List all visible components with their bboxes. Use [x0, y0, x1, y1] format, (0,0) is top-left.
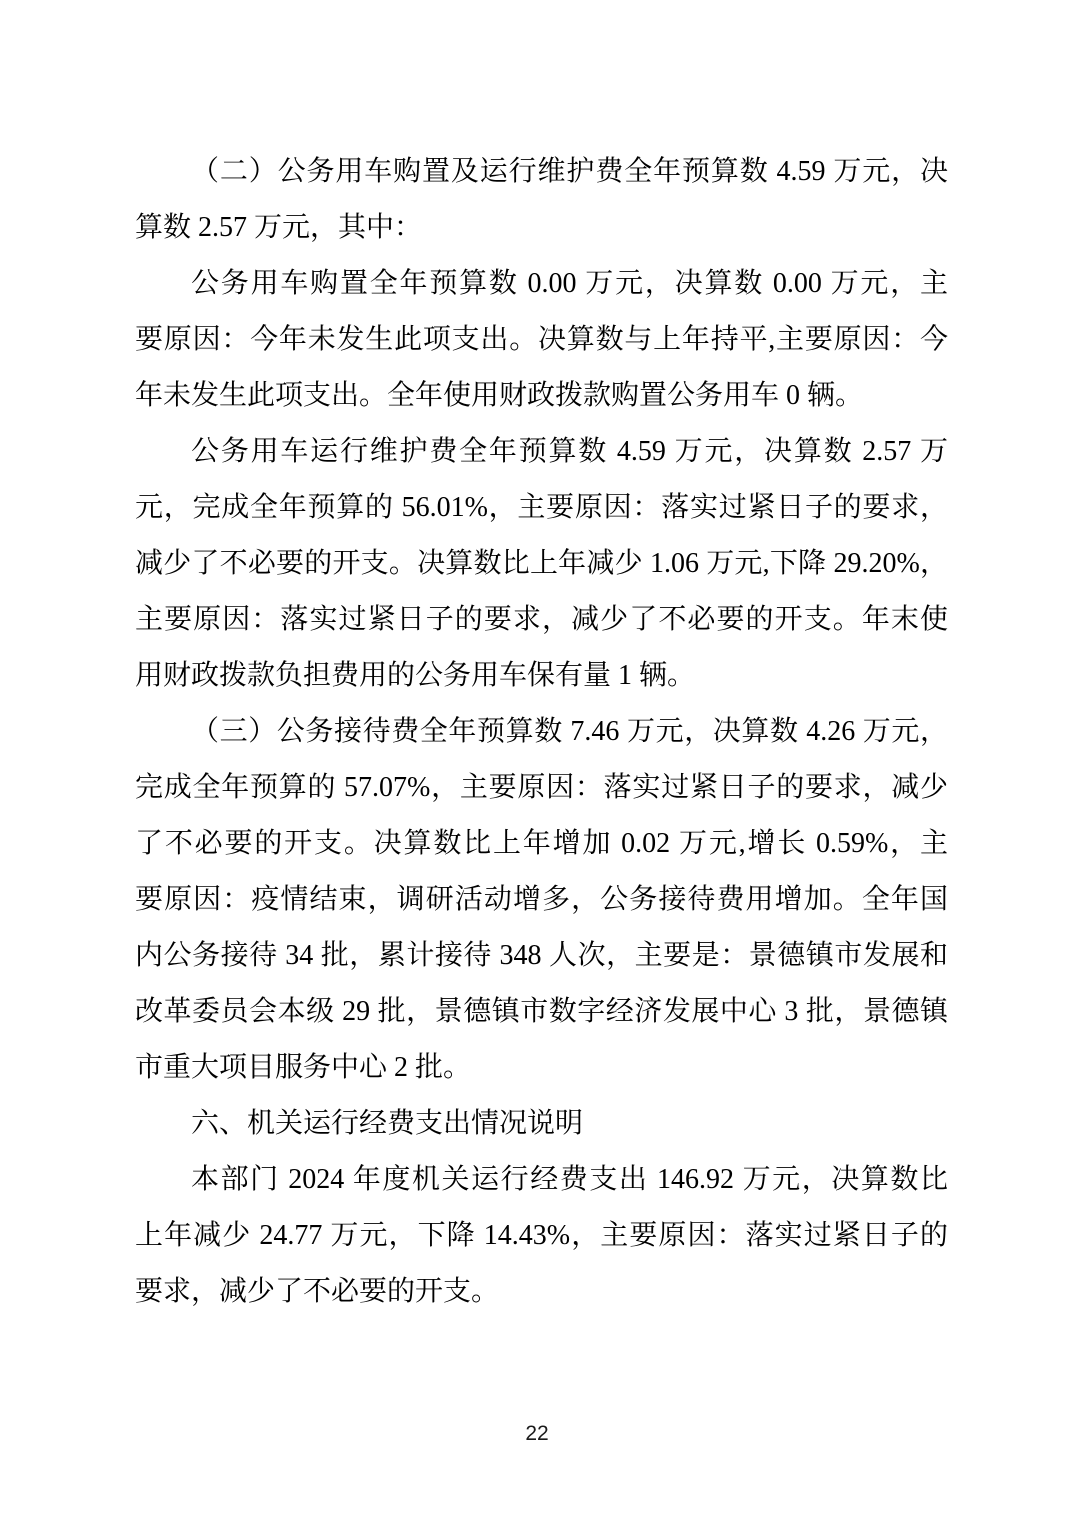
text-line: 本部门 2024 年度机关运行经费支出 146.92 万元，决算数比: [191, 1164, 948, 1195]
text-line: 年未发生此项支出。全年使用财政拨款购置公务用车 0 辆。: [135, 380, 864, 411]
text-line: 改革委员会本级 29 批，景德镇市数字经济发展中心 3 批，景德镇: [135, 996, 948, 1027]
text-line: 公务用车运行维护费全年预算数 4.59 万元，决算数 2.57 万: [191, 436, 948, 467]
text-line: 了不必要的开支。决算数比上年增加 0.02 万元,增长 0.59%，主: [135, 828, 948, 859]
text-line: 市重大项目服务中心 2 批。: [135, 1052, 472, 1083]
text-line: （三）公务接待费全年预算数 7.46 万元，决算数 4.26 万元，: [191, 716, 948, 747]
text-line: （二）公务用车购置及运行维护费全年预算数 4.59 万元，决: [191, 156, 948, 187]
text-line: 内公务接待 34 批，累计接待 348 人次，主要是：景德镇市发展和: [135, 940, 948, 971]
section-heading: 六、机关运行经费支出情况说明: [191, 1108, 584, 1139]
text-line: 完成全年预算的 57.07%，主要原因：落实过紧日子的要求，减少: [135, 772, 948, 803]
text-line: 公务用车购置全年预算数 0.00 万元，决算数 0.00 万元，主: [191, 268, 948, 299]
text-line: 上年减少 24.77 万元，下降 14.43%，主要原因：落实过紧日子的: [135, 1220, 948, 1251]
text-line: 要原因：今年未发生此项支出。决算数与上年持平,主要原因：今: [135, 324, 948, 355]
text-line: 元，完成全年预算的 56.01%，主要原因：落实过紧日子的要求，: [135, 492, 948, 523]
text-line: 主要原因：落实过紧日子的要求，减少了不必要的开支。年末使: [135, 604, 948, 635]
document-body: [135, 144, 948, 1320]
text-line: 算数 2.57 万元，其中：: [135, 212, 423, 243]
page-number: 22: [525, 1422, 549, 1445]
text-line: 要原因：疫情结束，调研活动增多，公务接待费用增加。全年国: [135, 884, 948, 915]
text-line: 用财政拨款负担费用的公务用车保有量 1 辆。: [135, 660, 696, 691]
page-footer: [0, 1422, 1074, 1446]
text-line: 减少了不必要的开支。决算数比上年减少 1.06 万元,下降 29.20%，: [135, 548, 948, 579]
text-line: 要求，减少了不必要的开支。: [135, 1276, 500, 1307]
